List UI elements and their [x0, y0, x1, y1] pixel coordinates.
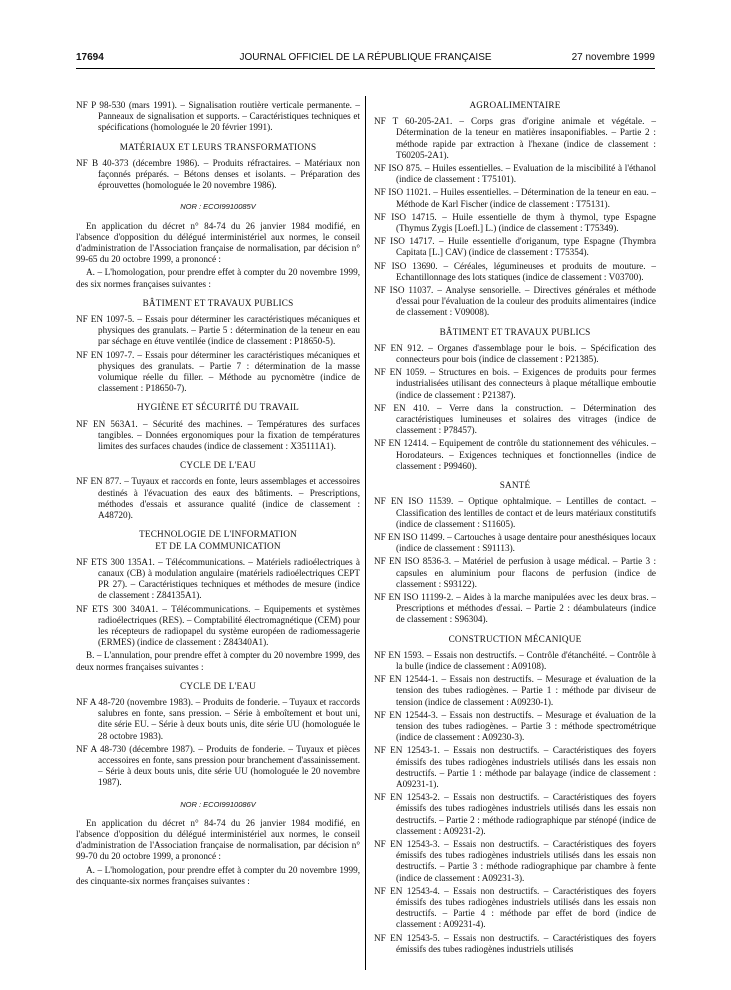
standard-text: – Analyse sensorielle. – Directives générales et méthode d'essai pour l'évaluation de la couleur des produits alimentaires (indice de classement : V09008). [396, 285, 656, 318]
decree-paragraph: En application du décret n° 84-74 du 26 janvier 1984 modifié, en l'absence d'opposition du délégué interministériel aux normes, le conseil d'administration de l'Association française de normalisation, par décision n° 99-70 du 20 octobre 1999, a prononcé : [76, 817, 360, 862]
nor-reference: NOR : ECOI9910085V [180, 202, 256, 212]
standard-entry [76, 419, 360, 453]
section-heading: CYCLE DE L'EAU [180, 460, 256, 471]
standard-entry [374, 367, 656, 401]
decree-paragraph: En application du décret n° 84-74 du 26 janvier 1984 modifié, en l'absence d'opposition du délégué interministériel aux normes, le conseil d'administration de l'Association française de normalisation, par décision n° 99-65 du 20 octobre 1999, a prononcé : [76, 220, 360, 265]
standard-entry [374, 187, 656, 209]
standard-text: – Equipement de contrôle du stationnement des véhicules. – Horodateurs. – Exigences techniques et fonctionnelles (indice de classement : P99460). [396, 438, 656, 471]
standard-text: – Essais pour déterminer les caractéristiques mécaniques et physiques des granulats. – Partie 7 : détermination de la masse volumique réelle du filler. – Méthode au pycnomètre (indice de classement : P18650-7). [98, 349, 360, 394]
standard-entry [76, 314, 360, 348]
standard-text: – Tuyaux et raccords en fonte, leurs assemblages et accessoires destinés à l'évacuation des eaux des bâtiments. – Prescriptions, méthodes d'essais et assurance qualité (indice de classement : A48720). [98, 476, 360, 521]
standard-entry [374, 792, 656, 837]
decree-paragraph: A. – L'homologation, pour prendre effet à compter du 20 novembre 1999, des six normes françaises suivantes : [76, 267, 360, 289]
section-heading: BÂTIMENT ET TRAVAUX PUBLICS [142, 297, 294, 308]
section-heading: TECHNOLOGIE DE L'INFORMATION [139, 529, 297, 540]
standard-code: NF ISO 875. [374, 163, 423, 174]
standard-text: – Essais non destructifs. – Mesurage et évaluation de la tension des tubes radiogènes. – Partie 1 : méthode par diviseur de tension (indice de classement : A09230-1). [396, 674, 656, 707]
standard-code: NF EN ISO 8536-3. [374, 556, 452, 567]
standard-code: NF ISO 11037. [374, 285, 434, 296]
standard-code: NF EN ISO 11199-2. [374, 591, 454, 602]
standard-text: – Essais non destructifs. – Mesurage et évaluation de la tension des tubes radiogènes. – Partie 3 : méthode spectrométrique (indice de classement : A09230-3). [396, 709, 656, 743]
decree-paragraph: A. – L'homologation, pour prendre effet à compter du 20 novembre 1999, des cinquante-six normes françaises suivantes : [76, 864, 360, 886]
standard-text: – Huiles essentielles. – Evaluation de la miscibilité à l'éthanol (indice de classement : T75101). [396, 163, 657, 185]
header-rule [76, 68, 655, 69]
standard-entry [374, 116, 656, 161]
left-column [76, 100, 360, 889]
standard-code: NF ISO 14717. [374, 236, 435, 247]
section-heading: AGROALIMENTAIRE [469, 100, 561, 110]
section-heading: CYCLE DE L'EAU [180, 680, 256, 691]
standard-text: – Verre dans la construction. – Détermination des caractéristiques lumineuses et solaires des vitrages (indice de classement : P78457). [396, 402, 656, 436]
standard-text: – Matériel de perfusion à usage médical. – Partie 3 : capsules en aluminium pour flacons de perfusion (indice de classement : S93122). [396, 556, 656, 589]
standard-text: (décembre 1986). – Produits réfractaires. – Matériaux non façonnés préparés. – Bétons denses et isolants. – Préparation des éprouvettes (homologuée le 20 novembre 1986). [98, 157, 360, 191]
standard-text: – Aides à la marche manipulées avec les deux bras. – Prescriptions et méthodes d'essai. – Partie 2 : déambulateurs (indice de classement : S96304). [396, 591, 656, 625]
standard-code: NF ETS 300 340A1. [76, 603, 159, 614]
standard-code: NF EN 12544-1. [374, 674, 438, 685]
standard-code: NF EN 12544-3. [374, 709, 438, 720]
standard-code: NF EN 1097-5. [76, 314, 135, 325]
standard-entry [374, 710, 656, 744]
nor-reference: NOR : ECOI9910086V [180, 799, 256, 809]
standard-code: NF EN 1097-7. [76, 349, 135, 360]
standard-entry [374, 532, 656, 554]
standard-text: – Huile essentielle de thym à thymol, type Espagne (Thymus Zygis [Loefl.] L.) (indice de classement : T75349). [396, 211, 656, 234]
standard-text: – Essais pour déterminer les caractéristiques mécaniques et physiques des granulats. – Partie 5 : détermination de la teneur en eau par séchage en étuve ventilée (indice de classement : P18650-5). [98, 314, 360, 347]
standard-entry [374, 163, 656, 185]
standard-text: (décembre 1987). – Produits de fonderie. – Tuyaux et pièces accessoires en fonte, sans pression pour branchement d'assainissement. – Série à deux bouts unis, dite série UU (homologuée le 20 novembre 1987). [98, 743, 360, 788]
standard-entry [76, 697, 360, 742]
standard-code: NF EN 12543-1. [374, 745, 440, 756]
section-heading: ET DE LA COMMUNICATION [155, 540, 281, 551]
standard-entry [76, 350, 360, 395]
right-column [374, 100, 656, 957]
standard-code: NF P 98-530 [76, 100, 126, 110]
standard-code: NF B 40-373 [76, 157, 129, 168]
standard-entry [76, 557, 360, 602]
standard-text: – Télécommunications. – Equipements et systèmes radioélectriques (RES). – Comptabilité électromagnétique (CEM) pour les récepteurs de radiopapel du système européen de radiomessagerie (ERMES) (indice de classement : Z84340A1). [98, 603, 360, 648]
standard-code: NF EN 563A1. [76, 418, 138, 429]
standard-entry [374, 674, 656, 708]
standard-code: NF EN 12414. [374, 438, 429, 449]
standard-text: – Essais non destructifs. – Caractéristiques des foyers émissifs des tubes radiogènes industriels utilisés dans les essais non destructifs. – Partie 2 : méthode radiographique par sténopé (indice de classement : A09231-2). [396, 792, 656, 836]
standard-code: NF ETS 300 135A1. [76, 556, 155, 567]
standard-code: NF EN 1059. [374, 367, 427, 378]
standard-entry [76, 100, 360, 134]
standard-code: NF EN 877. [76, 476, 122, 487]
page-number: 17694 [76, 52, 104, 63]
standard-code: NF EN 12543-2. [374, 792, 440, 803]
standard-text: – Cartouches à usage dentaire pour anesthésiques locaux (indice de classement : S91113). [396, 531, 656, 554]
standard-text: – Essais non destructifs. – Caractéristiques des foyers émissifs des tubes radiogènes industriels utilisés dans les essais non destructifs. – Partie 3 : méthode radiographique par chambre à fente (indice de classement : A09231-3). [396, 838, 656, 883]
standard-text: – Essais non destructifs. – Caractéristiques des foyers émissifs des tubes radiogènes industriels utilisés [396, 932, 656, 954]
issue-date: 27 novembre 1999 [571, 52, 655, 63]
standard-entry [374, 403, 656, 437]
standard-entry [374, 212, 656, 234]
standard-text: – Céréales, légumineuses et produits de mouture. – Echantillonnage des lots statiques (indice de classement : V03700). [396, 260, 656, 282]
standard-code: NF EN 1593. [374, 649, 425, 660]
standard-text: – Optique ophtalmique. – Lentilles de contact. – Classification des lentilles de contact et de leurs matériaux constitutifs (indice de classement : S11605). [396, 496, 656, 529]
standard-code: NF EN 12543-3. [374, 838, 440, 849]
standard-code: NF EN 12543-4. [374, 885, 440, 896]
standard-code: NF EN 912. [374, 342, 424, 353]
standard-text: – Huile essentielle d'origanum, type Espagne (Thymbra Capitata [L.] CAV) (indice de classement : T75354). [396, 236, 656, 258]
standard-entry [374, 261, 656, 283]
standard-code: NF EN 410. [374, 402, 430, 413]
standard-entry [76, 744, 360, 789]
standard-code: NF EN ISO 11539. [374, 496, 454, 507]
standard-text: (mars 1991). – Signalisation routière verticale permanente. – Panneaux de signalisation et supports. – Caractéristiques techniques et spécifications (homologuée le 20 février 1991). [98, 100, 361, 133]
standard-text: – Corps gras d'origine animale et végétale. – Détermination de la teneur en matières insaponifiables. – Partie 2 : méthode rapide par extraction à l'hexane (indice de classement : T60205-2A1). [396, 116, 657, 160]
standard-text: – Télécommunications. – Matériels radioélectriques à canaux (CB) à modulation angulaire (matériels radioélectriques CEPT PR 27). – Caractéristiques techniques et méthodes de mesure (indice de classement : Z84135A1). [98, 556, 361, 601]
section-heading: BÂTIMENT ET TRAVAUX PUBLICS [439, 326, 591, 337]
standard-code: NF EN 12543-5. [374, 932, 440, 943]
standard-entry [374, 438, 656, 472]
standard-entry [374, 745, 656, 790]
section-heading: SANTÉ [499, 480, 531, 491]
standard-entry [76, 158, 360, 192]
column-divider [365, 96, 366, 970]
standard-code: NF T 60-205-2A1. [374, 116, 453, 127]
standard-text: – Organes d'assemblage pour le bois. – Spécification des connecteurs pour bois (indice de classement : P21385). [396, 342, 656, 365]
standard-entry [76, 476, 360, 521]
standard-entry [374, 496, 656, 530]
standard-code: NF EN ISO 11499. [374, 531, 445, 542]
standard-entry [374, 886, 656, 931]
standard-text: – Essais non destructifs. – Contrôle d'étanchéité. – Contrôle à la bulle (indice de classement : A09108). [396, 649, 656, 671]
standard-entry [374, 933, 656, 955]
standard-entry [76, 604, 360, 649]
standard-text: – Sécurité des machines. – Températures des surfaces tangibles. – Données ergonomiques pour la fixation de températures limites des surfaces chaudes (indice de classement : X35111A1). [98, 418, 360, 452]
page-header [76, 52, 655, 66]
standard-text: (novembre 1983). – Produits de fonderie. – Tuyaux et raccords salubres en fonte, sans pression. – Série à emboîtement et bout uni, dite série EU. – Série à deux bouts unis, dite série UU (homologuée le 28 octobre 1983). [98, 696, 360, 741]
standard-entry [374, 592, 656, 626]
section-heading: CONSTRUCTION MÉCANIQUE [448, 633, 582, 644]
standard-code: NF A 48-720 [76, 696, 125, 707]
standard-text: – Structures en bois. – Exigences de produits pour fermes industrialisées utilisant des connecteurs à plaque métallique emboutie (indice de classement : P21387). [396, 367, 657, 400]
standard-code: NF ISO 11021. [374, 187, 431, 198]
standard-entry [374, 556, 656, 590]
standard-code: NF ISO 14715. [374, 211, 437, 222]
standard-entry [374, 236, 656, 258]
standard-entry [374, 839, 656, 884]
standard-entry [374, 343, 656, 365]
section-heading: MATÉRIAUX ET LEURS TRANSFORMATIONS [119, 141, 317, 152]
standard-entry [374, 285, 656, 319]
standard-code: NF A 48-730 [76, 743, 126, 754]
standard-text: – Essais non destructifs. – Caractéristiques des foyers émissifs des tubes radiogènes industriels utilisés dans les essais non destructifs. – Partie 4 : méthode par effet de bord (indice de classement : A09231-4). [396, 885, 656, 930]
standard-entry [374, 650, 656, 672]
standard-text: – Essais non destructifs. – Caractéristiques des foyers émissifs des tubes radiogènes industriels utilisés dans les essais non destructifs. – Partie 1 : méthode par balayage (indice de classement : A09231-1). [396, 745, 656, 789]
standard-code: NF ISO 13690. [374, 260, 438, 271]
standard-text: – Huiles essentielles. – Détermination de la teneur en eau. – Méthode de Karl Fischer (indice de classement : T75131). [396, 187, 656, 209]
section-heading: HYGIÈNE ET SÉCURITÉ DU TRAVAIL [136, 402, 299, 413]
journal-title: JOURNAL OFFICIEL DE LA RÉPUBLIQUE FRANÇAISE [239, 52, 492, 63]
decree-paragraph: B. – L'annulation, pour prendre effet à compter du 20 novembre 1999, des deux normes françaises suivantes : [76, 650, 360, 672]
